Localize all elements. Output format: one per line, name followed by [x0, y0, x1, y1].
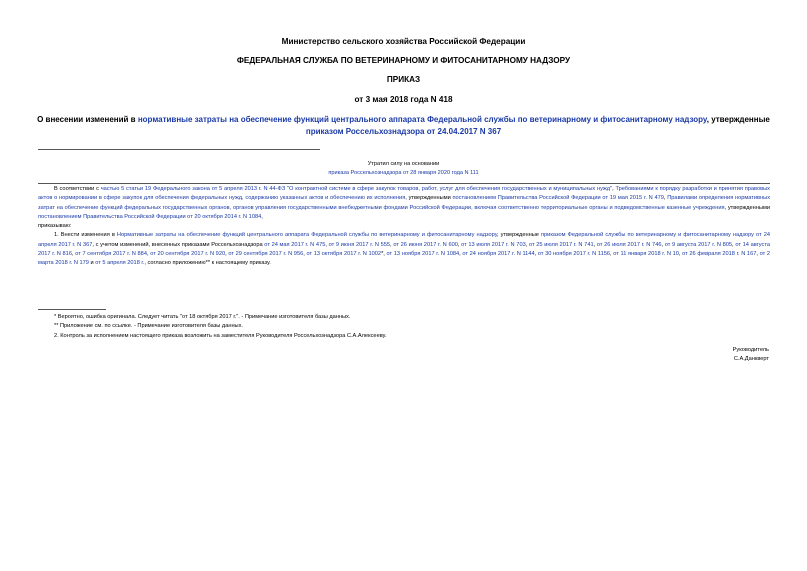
link-amendment[interactable]: от 20 сентября 2017 г. N 920 [150, 250, 226, 257]
footnote-1: * Вероятно, ошибка оригинала. Следует читать "от 18 октября 2017 г.". - Примечание изготовителя базы данных. [54, 314, 351, 320]
preamble-paragraph [38, 185, 770, 222]
text: , [756, 250, 760, 257]
item-1-paragraph [38, 231, 770, 268]
signature-block [733, 346, 769, 365]
text: , с учетом изменений, внесенных приказами Россельхознадзора [92, 241, 265, 248]
date-number-heading: от 3 мая 2018 года N 418 [354, 95, 453, 104]
footnote-2: ** Приложение см. по ссылке. - Примечание изготовителя базы данных. [54, 323, 244, 330]
text: , [390, 241, 394, 248]
signature-position: Руководитель [732, 347, 769, 353]
footnotes-block [38, 313, 770, 341]
doc-type-heading: ПРИКАЗ [386, 75, 421, 84]
text: , [383, 250, 387, 257]
text: , [146, 250, 151, 257]
text: , [610, 250, 614, 257]
text: , [732, 241, 736, 248]
link-amendment[interactable]: от 26 июля 2017 г. N 746 [596, 241, 662, 248]
text: , утвержденными [405, 195, 453, 202]
text: , [534, 250, 538, 257]
document-title [30, 114, 777, 137]
link-amendment[interactable]: от 13 ноября 2017 г. N 1084 [386, 250, 460, 257]
link-amendment[interactable]: от 24 мая 2017 г. N 475 [264, 241, 326, 248]
title-text: О внесении изменений в [37, 115, 138, 124]
text: , [71, 250, 76, 257]
text: , утвержденные [497, 232, 541, 239]
link-amendment[interactable]: от 11 января 2018 г. N 10 [613, 250, 679, 257]
text: и [88, 260, 96, 266]
title-link-norms[interactable]: нормативные затраты на обеспечение функций центрального аппарата Федеральной службы по ветеринарному и фитосанитарному надзору [137, 115, 707, 124]
link-norms[interactable]: Нормативные затраты на обеспечение функций центрального аппарата Федеральной службы по ветеринарному и фитосанитарному надзору [116, 232, 498, 239]
text: * [381, 250, 384, 257]
text: , [457, 241, 462, 248]
service-heading: ФЕДЕРАЛЬНАЯ СЛУЖБА ПО ВЕТЕРИНАРНОМУ И ФИТОСАНИТАРНОМУ НАДЗОРУ [236, 56, 571, 65]
text: , [678, 250, 683, 257]
text: , согласно приложению** к настоящему приказу. [144, 260, 271, 266]
link-amendment[interactable]: от 24 ноября 2017 г. N 1144 [462, 250, 535, 257]
text: , [303, 250, 307, 257]
link-amendment[interactable]: от 30 ноября 2017 г. N 1156 [537, 250, 611, 257]
link-rules[interactable]: Правилами определения нормативных затрат на обеспечение функций федеральных государственных органов, органов управления государственными внебюджетными фондами Российской Федерации, включая соответственно территориальные органы и подведомственные казенные учреждения [38, 195, 771, 211]
link-amendment[interactable]: от 9 августа 2017 г. N 805 [664, 241, 733, 248]
divider [38, 149, 320, 150]
text: , утвержденными [724, 204, 770, 211]
text: , [261, 213, 263, 220]
text: , [593, 241, 597, 248]
link-amendment[interactable]: от 2 марта 2018 г. N 179 [38, 250, 770, 266]
link-amendment[interactable]: от 13 июля 2017 г. N 703 [461, 241, 526, 248]
link-amendment[interactable]: от 9 июня 2017 г. N 555 [328, 241, 391, 248]
title-text: , утвержденные [706, 115, 770, 124]
text: , [612, 186, 616, 192]
link-amendment[interactable]: от 26 июня 2017 г. N 600 [393, 241, 458, 248]
text: , [661, 241, 665, 248]
title-link-order[interactable]: приказом Россельхознадзора от 24.04.2017 N 367 [305, 126, 502, 136]
lost-force-note [230, 160, 577, 178]
order-word: приказываю: [38, 223, 72, 229]
text: В соответствии с [54, 186, 101, 192]
link-amendment[interactable]: от 13 октября 2017 г. N 1002 [306, 250, 382, 257]
text: , [225, 250, 229, 257]
footnote-divider [38, 309, 106, 310]
divider [38, 183, 770, 184]
link-order-367[interactable]: приказом Федеральной службы по ветеринарному и фитосанитарному надзору от 24 апреля 2017 г. N 367 [38, 232, 770, 248]
text: , [325, 241, 329, 248]
link-amendment[interactable]: от 29 сентября 2017 г. N 956 [228, 250, 304, 257]
link-amendment[interactable]: от 26 февраля 2018 г. N 167 [682, 250, 757, 257]
ministry-heading: Министерство сельского хозяйства Российской Федерации [281, 37, 526, 46]
link-decree-479[interactable]: постановлением Правительства Российской Федерации от 19 мая 2015 г. N 479 [452, 195, 664, 202]
text: , [663, 195, 668, 202]
link-law-44fz[interactable]: частью 5 статьи 19 Федерального закона от 5 апреля 2013 г. N 44-ФЗ "О контрактной системе в сфере закупок товаров, работ, услуг для обеспечения государственных и муниципальных нужд" [100, 186, 613, 192]
link-requirements[interactable]: Требованиями к порядку разработки и принятия правовых актов о нормировании в сфере закупок для обеспечения федеральных нужд, содержанию указанных актов и обеспечению их исполнения [38, 186, 770, 202]
link-decree-1084[interactable]: постановлением Правительства Российской Федерации от 20 октября 2014 г. N 1084 [38, 213, 262, 220]
lost-force-link[interactable]: приказа Россельхознадзора от 28 января 2020 года N 111 [328, 170, 479, 176]
preamble-block [38, 185, 770, 268]
link-amendment[interactable]: от 5 апреля 2018 г. [95, 260, 145, 266]
link-amendment[interactable]: от 25 июля 2017 г. N 741 [529, 241, 594, 248]
link-amendment[interactable]: от 7 сентября 2017 г. N 884 [75, 250, 147, 257]
lost-force-text: Утратил силу на основании [367, 161, 440, 167]
item-2-paragraph: 2. Контроль за исполнением настоящего приказа возложить на заместителя Руководителя Россельхознадзора С.А.Алексееву. [54, 332, 387, 339]
text: 1. Внести изменения в [54, 232, 117, 239]
link-amendment[interactable]: от 14 августа 2017 г. N 816 [38, 241, 770, 257]
text: , [459, 250, 463, 257]
text: , [525, 241, 529, 248]
signature-name: С.А.Данкверт [733, 356, 769, 363]
